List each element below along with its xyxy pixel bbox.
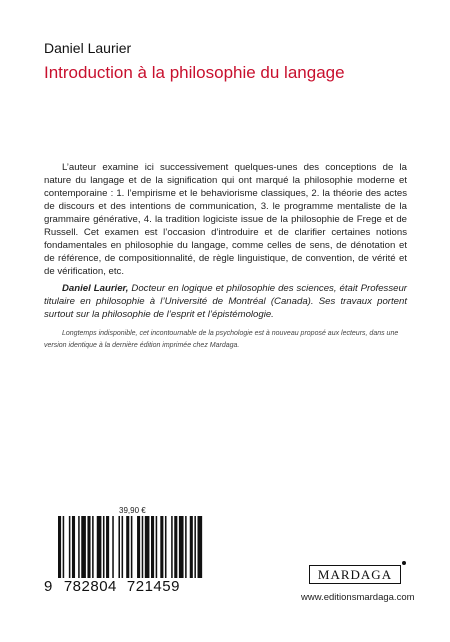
barcode-bar	[78, 516, 80, 578]
barcode-bar	[142, 516, 144, 578]
publisher-logo-text: MARDAGA	[317, 567, 393, 582]
isbn-group-1: 782804	[63, 578, 117, 595]
publisher-logo	[309, 565, 401, 584]
barcode-bar	[165, 516, 167, 578]
barcode-bar	[72, 516, 75, 578]
logo-dot-mark	[402, 561, 406, 565]
barcode-bar	[151, 516, 154, 578]
barcode-bar	[194, 516, 196, 578]
barcode-bar	[145, 516, 150, 578]
barcode-bar	[156, 516, 158, 578]
barcode-bar	[92, 516, 94, 578]
isbn-digits	[44, 578, 181, 595]
summary-paragraph: L’auteur examine ici successivement quelques-unes des conceptions de la nature du langage et de la signification qui ont marqué la philosophie moderne et contemporaine : 1. l’empirisme et le behaviorisme classiques, 2. la théorie des actes de discours et des intentions de communication, 3. le programme mentaliste de la grammaire générative, 4. la tradition logiciste issue de la philosophie de Frege et de Russell. Cet examen est l’occasion d’introduire et de clarifier certaines notions fondamentales en philosophie du langage, comme celles de sens, de dénotation et de référence, de compositionnalité, de règle linguistique, de convention, de vérité et de vérification, etc.	[44, 162, 407, 277]
barcode-bar	[81, 516, 86, 578]
barcode-bar	[122, 516, 124, 578]
barcode-bar	[63, 516, 65, 578]
barcode-bar	[112, 516, 114, 578]
barcode-bar	[103, 516, 105, 578]
barcode-bar	[69, 516, 71, 578]
barcode-bar	[118, 516, 120, 578]
barcode-bar	[137, 516, 140, 578]
author-bio	[44, 282, 407, 321]
barcode-bar	[160, 516, 163, 578]
barcode-bar	[179, 516, 184, 578]
barcode-bar	[171, 516, 173, 578]
barcode-bar	[190, 516, 193, 578]
price-label: 39,90 €	[119, 506, 146, 515]
barcode-bar	[126, 516, 129, 578]
barcode-bar	[97, 516, 102, 578]
barcode-bar	[198, 516, 203, 578]
barcode-bars	[44, 516, 206, 578]
barcode-bar	[131, 516, 133, 578]
publisher-website: www.editionsmardaga.com	[301, 592, 415, 603]
book-title: Introduction à la philosophie du langage	[44, 63, 345, 82]
barcode-bar	[185, 516, 187, 578]
reissue-note: Longtemps indisponible, cet incontournable de la psychologie est à nouveau proposé aux lecteurs, dans une version identique à la dernière édition imprimée chez Mardaga.	[44, 330, 399, 349]
isbn-first-digit: 9	[44, 578, 53, 595]
author-bio-name: Daniel Laurier,	[62, 283, 129, 294]
isbn-group-2: 721459	[126, 578, 180, 595]
barcode-bar	[106, 516, 109, 578]
barcode-bar	[87, 516, 90, 578]
barcode	[44, 516, 206, 610]
back-cover-text	[44, 161, 407, 352]
author-bio-text: Docteur en logique et philosophie des sciences, était Professeur titulaire en philosophie à l’Université de Montréal (Canada). Ses travaux portent surtout sur la philosophie de l’esprit et l’épistémologie.	[44, 283, 407, 320]
barcode-bar	[174, 516, 177, 578]
barcode-bar	[58, 516, 61, 578]
author-name: Daniel Laurier	[44, 40, 132, 56]
